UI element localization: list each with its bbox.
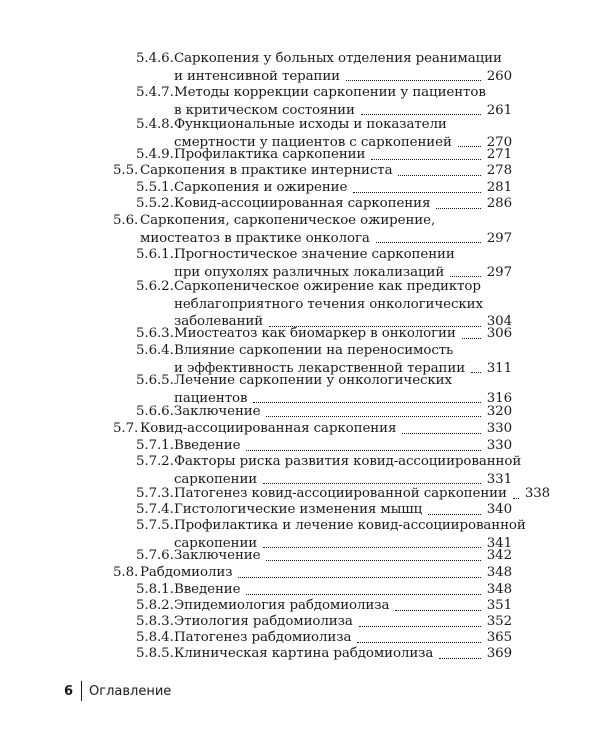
toc-entry-title: Патогенез ковид-ассоциированной саркопении bbox=[174, 486, 507, 501]
toc-entry-title: Саркопеническое ожирение как предиктор bbox=[174, 279, 481, 294]
leader-dots bbox=[346, 80, 481, 81]
toc-entry[interactable] bbox=[136, 195, 512, 213]
toc-entry-title: Миостеатоз как биомаркер в онкологии bbox=[174, 326, 456, 341]
toc-entry-number: 5.8.2. bbox=[136, 598, 174, 613]
toc-entry-number: 5.8.4. bbox=[136, 630, 174, 645]
leader-dots bbox=[353, 192, 480, 193]
toc-entry-title-cont: неблагоприятного течения онкологических bbox=[174, 296, 483, 312]
toc-entry-number: 5.8.3. bbox=[136, 614, 174, 629]
toc-entry[interactable] bbox=[136, 372, 512, 407]
toc-entry-title: Саркопения у больных отделения реанимации bbox=[174, 51, 502, 66]
leader-dots bbox=[357, 642, 480, 643]
toc-entry-number: 5.6.1. bbox=[136, 247, 174, 262]
toc-entry-title: Саркопения в практике интерниста bbox=[140, 163, 393, 178]
leader-dots bbox=[398, 175, 480, 176]
toc-entry-title: Гистологические изменения мышц bbox=[174, 502, 423, 517]
toc-entry-number: 5.6. bbox=[113, 213, 139, 228]
toc-entry[interactable] bbox=[136, 597, 512, 615]
toc-entry-page: 260 bbox=[486, 68, 512, 84]
toc-entry-title: Профилактика саркопении bbox=[174, 147, 366, 162]
leader-dots bbox=[439, 658, 480, 659]
toc-entry[interactable] bbox=[113, 212, 512, 247]
toc-entry-page: 306 bbox=[486, 326, 512, 341]
toc-entry-page: 297 bbox=[486, 230, 512, 246]
toc-entry-number: 5.4.9. bbox=[136, 147, 174, 162]
toc-entry-number: 5.6.6. bbox=[136, 404, 174, 419]
toc-entry-page: 330 bbox=[486, 438, 512, 453]
toc-entry-title-cont: в критическом состоянии bbox=[174, 102, 355, 118]
toc-entry-page: 341 bbox=[486, 535, 512, 551]
toc-entry[interactable] bbox=[136, 453, 522, 488]
toc-entry-title: Эпидемиология рабдомиолиза bbox=[174, 598, 390, 613]
toc-entry-page: 304 bbox=[486, 314, 512, 329]
toc-entry-page: 365 bbox=[486, 630, 512, 645]
toc-entry-title: Ковид-ассоциированная саркопения bbox=[174, 196, 431, 211]
toc-entry-number: 5.7. bbox=[113, 421, 139, 436]
leader-dots bbox=[450, 276, 481, 277]
toc-entry-number: 5.5. bbox=[113, 163, 139, 178]
leader-dots bbox=[402, 433, 480, 434]
toc-entry-number: 5.8. bbox=[113, 565, 139, 580]
leader-dots bbox=[371, 159, 480, 160]
toc-entry-number: 5.7.5. bbox=[136, 518, 174, 533]
toc-entry-page: 286 bbox=[486, 196, 512, 211]
toc-entry-page: 348 bbox=[486, 565, 512, 580]
toc-entry-page: 281 bbox=[486, 180, 512, 195]
toc-entry-page: 316 bbox=[486, 390, 512, 406]
leader-dots bbox=[246, 594, 480, 595]
toc-entry[interactable] bbox=[136, 278, 512, 331]
toc-entry-page: 331 bbox=[486, 471, 512, 487]
leader-dots bbox=[395, 610, 480, 611]
toc-entry-title: Заключение bbox=[174, 404, 261, 419]
leader-dots bbox=[361, 114, 481, 115]
toc-entry-page: 320 bbox=[486, 404, 512, 419]
leader-dots bbox=[513, 498, 519, 499]
toc-entry-title: Ковид-ассоциированная саркопения bbox=[140, 421, 397, 436]
toc-entry[interactable] bbox=[136, 581, 512, 599]
leader-dots bbox=[376, 242, 481, 243]
toc-entry-page: 352 bbox=[486, 614, 512, 629]
toc-entry[interactable] bbox=[136, 437, 512, 455]
toc-entry-number: 5.4.6. bbox=[136, 51, 174, 66]
toc-entry-title-cont: и интенсивной терапии bbox=[174, 68, 340, 84]
toc-entry-number: 5.6.3. bbox=[136, 326, 174, 341]
toc-entry[interactable] bbox=[136, 50, 512, 85]
toc-entry-title: Лечение саркопении у онкологических bbox=[174, 373, 452, 388]
toc-entry-page: 261 bbox=[486, 102, 512, 118]
toc-entry-number: 5.6.4. bbox=[136, 343, 174, 358]
leader-dots bbox=[436, 208, 480, 209]
page-number: 6 bbox=[64, 683, 74, 699]
toc-entry-page: 271 bbox=[486, 147, 512, 162]
toc-entry-page: 270 bbox=[486, 134, 512, 150]
toc-entry[interactable] bbox=[136, 547, 512, 565]
leader-dots bbox=[359, 626, 481, 627]
footer-divider bbox=[81, 681, 82, 701]
leader-dots bbox=[266, 560, 480, 561]
toc-entry-number: 5.6.5. bbox=[136, 373, 174, 388]
toc-entry-page: 342 bbox=[486, 548, 512, 563]
toc-entry-title-cont: заболеваний bbox=[174, 314, 264, 329]
page-footer bbox=[64, 681, 171, 701]
toc-entry-number: 5.7.3. bbox=[136, 486, 174, 501]
toc-entry-page: 348 bbox=[486, 582, 512, 597]
toc-entry[interactable] bbox=[113, 420, 512, 438]
leader-dots bbox=[238, 577, 480, 578]
toc-entry-number: 5.4.8. bbox=[136, 117, 174, 132]
leader-dots bbox=[263, 483, 481, 484]
toc-entry-page: 338 bbox=[524, 486, 551, 501]
toc-entry-number: 5.4.7. bbox=[136, 85, 174, 100]
toc-entry-page: 311 bbox=[486, 360, 512, 376]
toc-entry[interactable] bbox=[136, 629, 512, 647]
toc-entry[interactable] bbox=[113, 564, 512, 582]
toc-entry-title: Клиническая картина рабдомиолиза bbox=[174, 646, 434, 661]
toc-entry-number: 5.7.1. bbox=[136, 438, 174, 453]
toc-entry-title-cont: саркопении bbox=[174, 471, 258, 487]
leader-dots bbox=[462, 338, 481, 339]
toc-entry-title: Введение bbox=[174, 438, 241, 453]
toc-entry-title: Саркопения, саркопеническое ожирение, bbox=[140, 213, 436, 228]
toc-entry-title: Функциональные исходы и показатели bbox=[174, 117, 447, 132]
toc-entry-page: 330 bbox=[486, 421, 512, 436]
toc-entry-title: Заключение bbox=[174, 548, 261, 563]
toc-entry[interactable] bbox=[136, 146, 512, 164]
toc-entry[interactable] bbox=[136, 325, 512, 343]
toc-entry-title: Методы коррекции саркопении у пациентов bbox=[174, 85, 486, 100]
toc-entry-number: 5.7.2. bbox=[136, 454, 174, 469]
toc-entry[interactable] bbox=[136, 84, 512, 119]
toc-entry-number: 5.7.4. bbox=[136, 502, 174, 517]
toc-entry-number: 5.8.5. bbox=[136, 646, 174, 661]
toc-entry-title-cont: и эффективность лекарственной терапии bbox=[174, 360, 466, 376]
toc-entry-title-cont: пациентов bbox=[174, 390, 248, 406]
toc-entry-number: 5.6.2. bbox=[136, 279, 174, 294]
toc-entry[interactable] bbox=[136, 179, 512, 197]
toc-entry[interactable] bbox=[113, 162, 512, 180]
toc-entry-page: 297 bbox=[486, 264, 512, 280]
running-title: Оглавление bbox=[89, 683, 172, 699]
toc-entry[interactable] bbox=[136, 403, 512, 421]
toc-entry[interactable] bbox=[136, 613, 512, 631]
toc-entry-page: 340 bbox=[486, 502, 512, 517]
toc-entry[interactable] bbox=[136, 501, 512, 519]
leader-dots bbox=[266, 416, 480, 417]
toc-entry-number: 5.7.6. bbox=[136, 548, 174, 563]
toc-entry-number: 5.5.2. bbox=[136, 196, 174, 211]
toc-entry-title-cont: смертности у пациентов с саркопенией bbox=[174, 134, 452, 150]
toc-entry-title: Рабдомиолиз bbox=[140, 565, 233, 580]
toc-entry-title: Профилактика и лечение ковид-ассоциированной bbox=[174, 518, 526, 533]
toc-entry-title: Влияние саркопении на переносимость bbox=[174, 343, 454, 358]
toc-entry[interactable] bbox=[136, 645, 512, 663]
toc-entry-page: 278 bbox=[486, 163, 512, 178]
toc-entry-title: Прогностическое значение саркопении bbox=[174, 247, 455, 262]
toc-entry[interactable] bbox=[136, 246, 512, 281]
toc-entry-number: 5.5.1. bbox=[136, 180, 174, 195]
toc-entry-number: 5.8.1. bbox=[136, 582, 174, 597]
toc-entry[interactable] bbox=[136, 485, 551, 503]
toc-entry-title: Введение bbox=[174, 582, 241, 597]
toc-entry-title: Саркопения и ожирение bbox=[174, 180, 348, 195]
toc-entry-title: Этиология рабдомиолиза bbox=[174, 614, 353, 629]
toc-entry-page: 369 bbox=[486, 646, 512, 661]
toc-entry-title: Факторы риска развития ковид-ассоциированной bbox=[174, 454, 522, 469]
toc-entry-title: Патогенез рабдомиолиза bbox=[174, 630, 352, 645]
toc-entry-title-cont: миостеатоз в практике онколога bbox=[140, 230, 370, 246]
toc-entry-title-cont: саркопении bbox=[174, 535, 258, 551]
toc-entry-page: 351 bbox=[486, 598, 512, 613]
leader-dots bbox=[428, 514, 481, 515]
leader-dots bbox=[246, 450, 480, 451]
toc-entry-title-cont: при опухолях различных локализаций bbox=[174, 264, 445, 280]
